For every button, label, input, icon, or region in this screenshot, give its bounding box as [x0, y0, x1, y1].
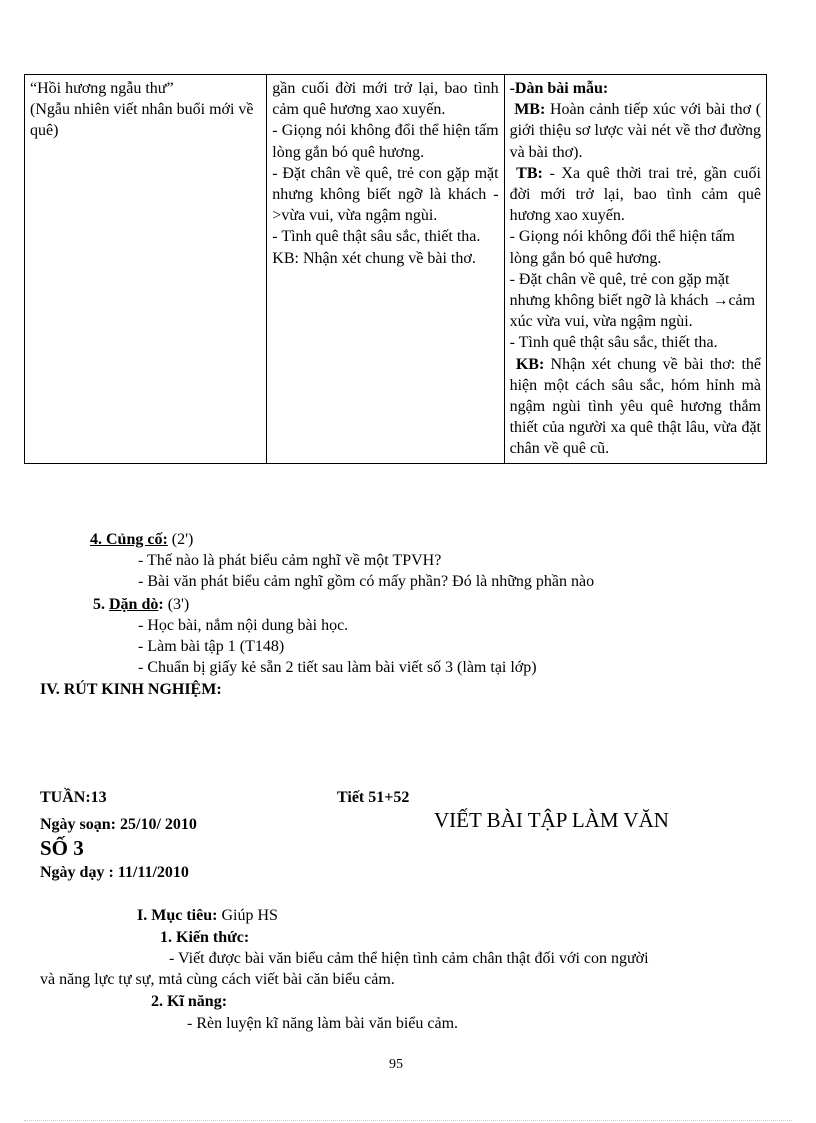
dando-time: (3')	[167, 596, 190, 613]
arrow-right-icon: →	[712, 292, 729, 310]
outline-tb-line: - Tình quê thật sâu sắc, thiết tha.	[509, 334, 718, 352]
dando-heading	[93, 596, 189, 614]
knowledge-line: và năng lực tự sự, mtả cùng cách viết bài căn biểu cảm.	[40, 971, 395, 988]
lesson-table	[24, 74, 767, 464]
content-line: gần cuối đời mới trở lại, bao tình cảm quê hương xao xuyến.	[272, 80, 499, 119]
dando-label: 5. Dặn dò:	[93, 596, 164, 613]
mb-text: Hoàn cảnh tiếp xúc với bài thơ ( giới thiệu sơ lược vài nét về thơ đường và bài thơ).	[509, 101, 762, 161]
lesson-title-number: SỐ 3	[40, 836, 84, 860]
tb-label: TB:	[516, 164, 543, 182]
cungco-question: - Bài văn phát biểu cảm nghĩ gồm có mấy phần? Đó là những phần nào	[138, 573, 595, 590]
prep-date: Ngày soạn: 25/10/ 2010	[40, 816, 197, 833]
dando-item: - Học bài, nắm nội dung bài học.	[138, 617, 349, 634]
dando-item: - Làm bài tập 1 (T148)	[138, 638, 285, 655]
content-line: - Giọng nói không đổi thể hiện tấm lòng gắn bó quê hương.	[272, 122, 499, 161]
outline-heading: -Dàn bài mẫu:	[509, 80, 609, 97]
page-number: 95	[389, 1057, 403, 1072]
objectives-heading	[137, 907, 278, 925]
footer-divider	[24, 1120, 792, 1121]
cungco-time: (2')	[171, 531, 194, 548]
outline-kb	[510, 354, 761, 460]
table-row	[25, 75, 767, 464]
cungco-label: 4. Củng cố:	[90, 531, 168, 548]
poem-description: (Ngẫu nhiên viết nhân buổi mới về quê)	[30, 101, 254, 140]
mb-label: MB:	[514, 101, 546, 119]
tb-line3a: - Đặt chân về quê, trẻ con gặp mặt nhưng không biết ngỡ là khách	[509, 270, 730, 310]
knowledge-heading: 1. Kiến thức:	[160, 929, 250, 946]
tb-line3b: cảm xúc vừa vui, vừa ngậm ngùi.	[509, 292, 756, 331]
week-label: TUẦN:13	[40, 789, 107, 806]
knowledge-line: - Viết được bài văn biểu cảm thể hiện tình cảm chân thật đối với con người	[169, 950, 649, 967]
content-line: - Tình quê thật sâu sắc, thiết tha.	[272, 228, 481, 246]
objectives-rest: Giúp HS	[217, 907, 278, 924]
table-cell-poem	[25, 75, 267, 464]
content-line: KB: Nhận xét chung về bài thơ.	[272, 249, 476, 267]
lesson-period: Tiết 51+52	[337, 789, 410, 806]
skills-heading: 2. Kĩ năng:	[151, 993, 228, 1010]
teach-date: Ngày dạy : 11/11/2010	[40, 864, 189, 881]
dando-item: - Chuẩn bị giấy kẻ sẵn 2 tiết sau làm bài viết số 3 (làm tại lớp)	[138, 659, 537, 676]
outline-mb	[510, 99, 761, 163]
objectives-label: I. Mục tiêu:	[137, 907, 218, 924]
outline-tb	[510, 163, 761, 227]
rut-kinh-nghiem-heading: IV. RÚT KINH NGHIỆM:	[40, 681, 222, 698]
kb-text: Nhận xét chung về bài thơ: thể hiện một cách sâu sắc, hóm hỉnh mà ngậm ngùi tình yêu quê hương thắm thiết của người xa quê thật lâu, vừa đặt chân về quê cũ.	[509, 355, 761, 458]
outline-tb-line: - Giọng nói không đổi thể hiện tấm lòng gắn bó quê hương.	[509, 228, 735, 267]
poem-title: “Hồi hương ngẫu thư”	[30, 80, 174, 97]
table-cell-content	[267, 75, 504, 464]
kb-label: KB:	[515, 355, 545, 373]
content-line: - Đặt chân về quê, trẻ con gặp mặt nhưng không biết ngỡ là khách ->vừa vui, vừa ngậm ngùi.	[272, 164, 499, 225]
outline-tb-line	[510, 269, 761, 333]
tb-text: - Xa quê thời trai trẻ, gần cuối đời mới trở lại, bao tình cảm quê hương xao xuyến.	[509, 164, 761, 225]
lesson-title: VIẾT BÀI TẬP LÀM VĂN	[434, 808, 669, 832]
table-cell-outline	[504, 75, 766, 464]
cungco-heading	[90, 531, 193, 549]
skills-line: - Rèn luyện kĩ năng làm bài văn biểu cảm.	[187, 1015, 459, 1032]
cungco-question: - Thế nào là phát biểu cảm nghĩ về một TPVH?	[138, 552, 442, 569]
